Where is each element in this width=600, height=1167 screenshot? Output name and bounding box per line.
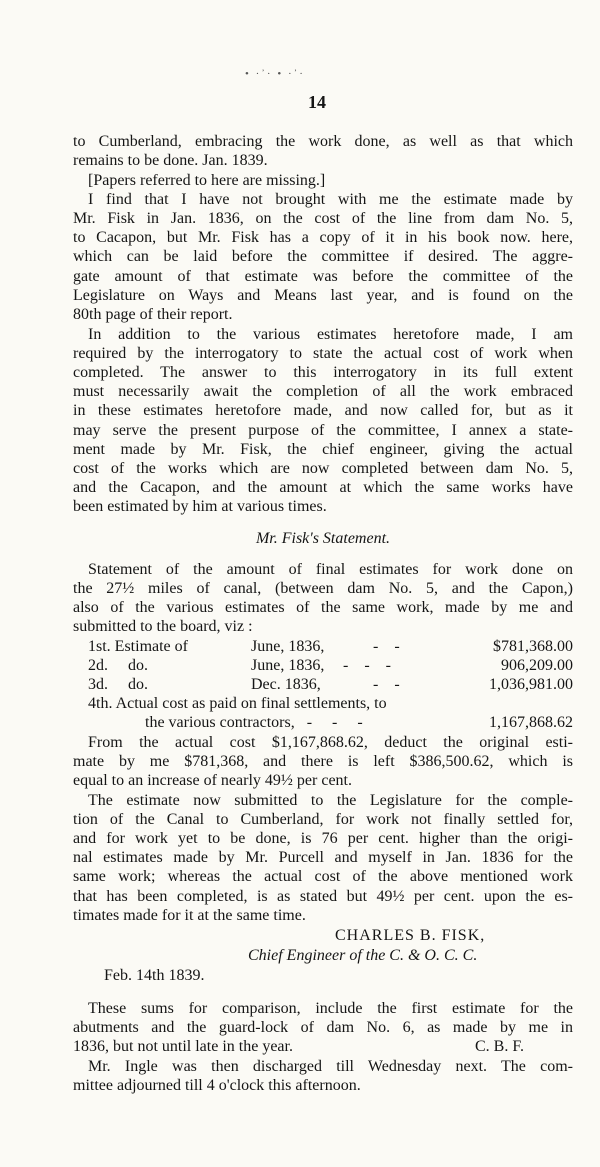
text-line: From the actual cost $1,167,868.62, deduct the original esti- — [88, 734, 573, 751]
signature-date: Feb. 14th 1839. — [104, 967, 205, 984]
text-line: which can be laid before the committee if desired. The aggre- — [73, 248, 573, 265]
text-line: In addition to the various estimates heretofore made, I am — [88, 326, 573, 343]
text-line: mate by me $781,368, and there is left $386,500.62, which is — [73, 753, 573, 770]
text-line: completed. The answer to this interrogatory in its full extent — [73, 364, 573, 381]
text-line: These sums for comparison, include the first estimate for the — [88, 1000, 573, 1017]
estimate-dashes: - - — [373, 676, 400, 693]
text-line: [Papers referred to here are missing.] — [88, 172, 326, 189]
note-text: 1836, but not until late in the year. — [73, 1038, 293, 1055]
estimate-label: 4th. Actual cost as paid on final settlements, to — [88, 695, 387, 712]
text-line: in these estimates heretofore made, and now called for, but as it — [73, 402, 573, 419]
text-line: tion of the Canal to Cumberland, for work not finally settled for, — [73, 811, 573, 828]
signature-name: CHARLES B. FISK, — [335, 927, 486, 944]
estimate-label: the various contractors, - - - — [145, 714, 363, 731]
page-number: 14 — [308, 92, 326, 112]
text-line: I find that I have not brought with me the estimate made by — [88, 191, 573, 208]
text-line: been estimated by him at various times. — [73, 498, 327, 515]
estimate-amount: 1,036,981.00 — [489, 676, 573, 693]
estimate-amount: 1,167,868.62 — [489, 714, 573, 731]
section-heading: Mr. Fisk's Statement. — [255, 530, 391, 547]
text-line: mittee adjourned till 4 o'clock this afternoon. — [73, 1077, 361, 1094]
text-line: Statement of the amount of final estimates for work done on — [88, 561, 573, 578]
ink-smudge: • ·᾿· • ·᾿· — [245, 68, 305, 80]
text-line: may serve the present purpose of the committee, I annex a state- — [73, 422, 573, 439]
estimate-month: Dec. 1836, — [251, 676, 321, 693]
text-line: cost of the works which are now completed between dam No. 5, — [73, 460, 573, 477]
text-line: Legislature on Ways and Means last year, and is found on the — [73, 287, 573, 304]
text-line: also of the various estimates of the same work, made by me and — [73, 599, 573, 616]
signature-title: Chief Engineer of the C. & O. C. C. — [248, 947, 478, 964]
estimate-month: June, 1836, — [251, 638, 325, 655]
estimate-amount: $781,368.00 — [493, 638, 573, 655]
text-line: submitted to the board, viz : — [73, 618, 253, 635]
estimate-dashes: - - — [373, 638, 400, 655]
note-initials: C. B. F. — [475, 1038, 524, 1055]
estimate-amount: 906,209.00 — [501, 657, 573, 674]
text-line: to Cumberland, embracing the work done, as well as that which — [73, 133, 573, 150]
text-line: gate amount of that estimate was before the committee of the — [73, 268, 573, 285]
text-line: required by the interrogatory to state the actual cost of work when — [73, 345, 573, 362]
text-line: and for work yet to be done, is 76 per cent. higher than the origi- — [73, 830, 573, 847]
text-line: 80th page of their report. — [73, 306, 233, 323]
text-line: Mr. Ingle was then discharged till Wednesday next. The com- — [88, 1058, 573, 1075]
text-line: abutments and the guard-lock of dam No. 6, as made by me in — [73, 1019, 573, 1036]
text-line: equal to an increase of nearly 49½ per cent. — [73, 772, 352, 789]
estimate-month: June, 1836, — [251, 657, 325, 674]
text-line: and the Cacapon, and the amount at which the same works have — [73, 479, 573, 496]
text-line: must necessarily await the completion of all the work embraced — [73, 383, 573, 400]
text-line: the 27½ miles of canal, (between dam No. 5, and the Capon,) — [73, 580, 573, 597]
estimate-dashes: - - - — [343, 657, 391, 674]
estimate-label: 1st. Estimate of — [88, 638, 188, 655]
text-line: Mr. Fisk in Jan. 1836, on the cost of the line from dam No. 5, — [73, 210, 573, 227]
text-line: The estimate now submitted to the Legislature for the comple- — [88, 792, 573, 809]
text-line: that has been completed, is as stated but 49½ per cent. upon the es- — [73, 888, 573, 905]
text-line: nal estimates made by Mr. Purcell and myself in Jan. 1836 for the — [73, 849, 573, 866]
text-line: ment made by Mr. Fisk, the chief engineer, giving the actual — [73, 441, 573, 458]
text-line: to Cacapon, but Mr. Fisk has a copy of it in his book now. here, — [73, 229, 573, 246]
text-line: timates made for it at the same time. — [73, 907, 306, 924]
estimate-label: 3d. do. — [88, 676, 148, 693]
text-line: same work; whereas the actual cost of the above mentioned work — [73, 868, 573, 885]
estimate-label: 2d. do. — [88, 657, 148, 674]
text-line: remains to be done. Jan. 1839. — [73, 152, 268, 169]
